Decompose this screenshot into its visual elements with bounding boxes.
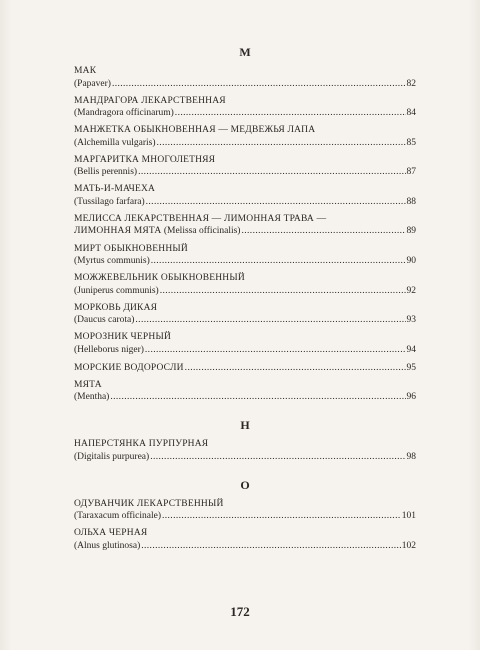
dot-leader (160, 285, 406, 297)
entry-title: МОЖЖЕВЕЛЬНИК ОБЫКНОВЕННЫЙ (74, 273, 245, 283)
entry-page: 88 (406, 196, 416, 207)
entry-page: 89 (406, 226, 416, 236)
index-entry (74, 184, 416, 208)
entry-title: МЯТА (74, 379, 102, 390)
section-letter: Н (240, 418, 250, 432)
index-entry (74, 362, 416, 374)
entry-latin: (Myrtus communis) (74, 256, 150, 266)
index-entry (74, 66, 416, 90)
entry-page: 96 (406, 392, 416, 402)
entry-page: 93 (406, 315, 416, 325)
dot-leader (110, 391, 405, 403)
entry-page: 87 (406, 167, 416, 177)
dot-leader (157, 137, 406, 149)
index-entry (74, 96, 416, 120)
index-entry (74, 380, 416, 404)
index-entry (74, 244, 416, 268)
index-entry (74, 439, 416, 463)
entry-latin: (Mandragora officinarum) (74, 108, 174, 118)
index-entry (74, 125, 416, 149)
dot-leader (185, 362, 406, 374)
index-entry (74, 528, 416, 552)
index-section-n (74, 417, 416, 463)
entry-page: 82 (406, 78, 416, 89)
index-content (74, 44, 416, 566)
dot-leader (162, 510, 401, 522)
dot-leader (146, 196, 406, 208)
entry-title: МОРОЗНИК ЧЕРНЫЙ (74, 332, 172, 342)
entry-title: ОДУВАНЧИК ЛЕКАРСТВЕННЫЙ (74, 498, 224, 509)
entry-latin: (Taraxacum officinale) (74, 511, 161, 521)
entry-title: МИРТ ОБЫКНОВЕННЫЙ (74, 243, 188, 254)
index-entry (74, 273, 416, 297)
entry-latin: (Melissa officinalis) (163, 226, 241, 236)
dot-leader (135, 314, 405, 326)
entry-latin: (Tussilago farfara) (74, 196, 145, 207)
dot-leader (112, 78, 406, 90)
entry-latin: (Daucus carota) (74, 315, 135, 325)
entry-title: МАРГАРИТКА МНОГОЛЕТНЯЯ (74, 154, 216, 165)
dot-leader (150, 451, 405, 463)
entry-page: 84 (406, 108, 416, 118)
dot-leader (145, 344, 406, 356)
entry-latin: (Alchemilla vulgaris) (74, 137, 156, 148)
entry-latin: (Juniperus communis) (74, 285, 159, 296)
entry-page: 94 (406, 344, 416, 355)
entry-page: 98 (406, 451, 416, 462)
entry-page: 90 (406, 256, 416, 266)
section-letter: О (240, 477, 250, 492)
index-entry (74, 499, 416, 523)
entry-title: НАПЕРСТЯНКА ПУРПУРНАЯ (74, 439, 209, 449)
entry-title: МЕЛИССА ЛЕКАРСТВЕННАЯ — ЛИМОННАЯ ТРАВА — (74, 213, 327, 224)
index-section-m (74, 44, 416, 403)
section-letter: М (239, 45, 251, 59)
dot-leader (151, 255, 406, 267)
dot-leader (241, 225, 405, 237)
entry-latin: (Bellis perennis) (74, 167, 138, 177)
entry-title: МАТЬ-И-МАЧЕХА (74, 184, 156, 194)
index-entry (74, 332, 416, 356)
entry-title: МАК (74, 66, 97, 76)
entry-title: МОРКОВЬ ДИКАЯ (74, 302, 158, 313)
page-number: 172 (230, 604, 250, 619)
entry-page: 95 (406, 362, 416, 373)
entry-latin: (Papaver) (74, 78, 111, 89)
entry-title: МАНДРАГОРА ЛЕКАРСТВЕННАЯ (74, 95, 226, 106)
entry-page: 92 (406, 285, 416, 296)
index-entry (74, 214, 416, 238)
entry-title-continued: ЛИМОННАЯ МЯТА (74, 226, 162, 236)
dot-leader (138, 166, 405, 178)
entry-latin: (Alnus glutinosa) (74, 540, 141, 551)
index-entry (74, 155, 416, 179)
dot-leader (175, 107, 406, 119)
entry-latin: (Mentha) (74, 392, 110, 402)
entry-latin: (Helleborus niger) (74, 344, 144, 355)
index-entry (74, 303, 416, 327)
entry-page: 102 (401, 540, 416, 551)
entry-page: 101 (401, 511, 416, 521)
entry-title: ОЛЬХА ЧЕРНАЯ (74, 528, 148, 538)
entry-title: МОРСКИЕ ВОДОРОСЛИ (74, 362, 184, 373)
index-section-o (74, 477, 416, 552)
entry-title: МАНЖЕТКА ОБЫКНОВЕННАЯ — МЕДВЕЖЬЯ ЛАПА (74, 125, 316, 135)
dot-leader (141, 540, 401, 552)
entry-page: 85 (406, 137, 416, 148)
entry-latin: (Digitalis purpurea) (74, 451, 150, 462)
